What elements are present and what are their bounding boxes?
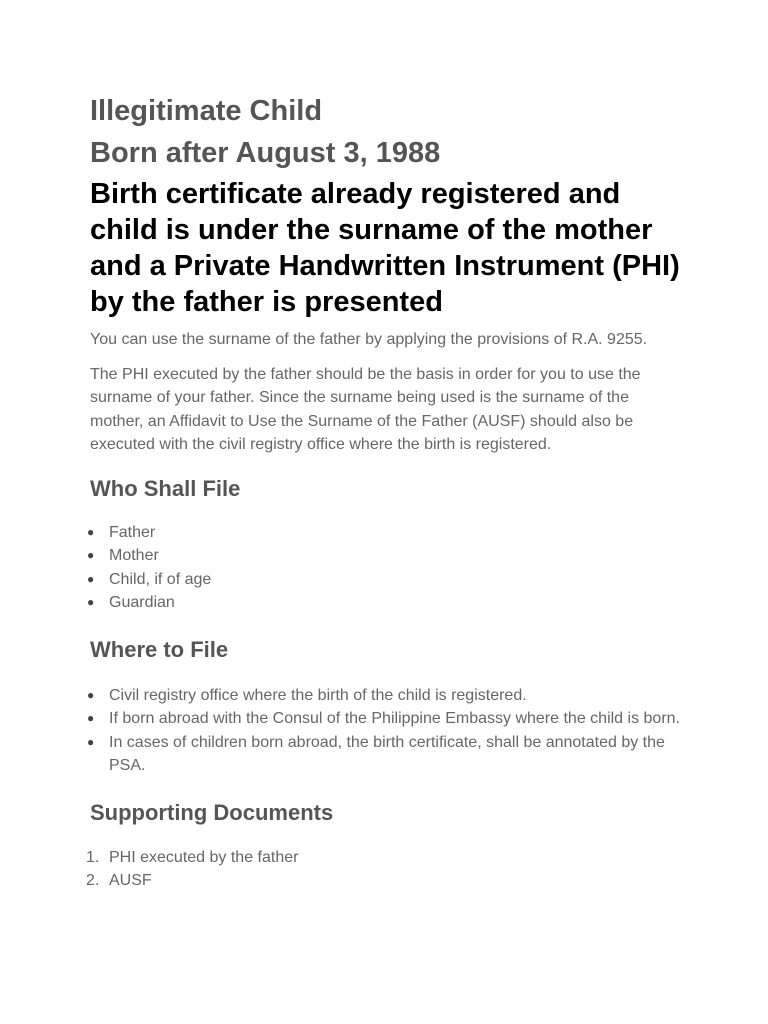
where-to-file-list — [87, 684, 680, 778]
list-item-text: PHI executed by the father — [109, 848, 299, 866]
list-item — [87, 707, 680, 731]
list-item — [87, 521, 680, 545]
list-item-text: Mother — [109, 547, 159, 564]
who-shall-file-heading: Who Shall File — [90, 475, 241, 501]
list-item-text: If born abroad with the Consul of the Philippine Embassy where the child is born. — [109, 710, 680, 727]
bullet-icon: ● — [87, 687, 95, 702]
list-item — [86, 846, 680, 870]
section-main-heading: Birth certificate already registered and child is under the surname of the mother and a Private Handwritten Instrument (PHI) by the father is presented — [90, 178, 680, 318]
list-item-text: AUSF — [109, 872, 152, 889]
page-title: Illegitimate Child — [90, 95, 323, 127]
list-number: 2. — [86, 872, 100, 889]
list-item-text: Civil registry office where the birth of the child is registered. — [109, 686, 527, 704]
supporting-documents-heading: Supporting Documents — [90, 799, 334, 825]
bullet-icon: ● — [87, 595, 95, 609]
list-item-text: Guardian — [109, 594, 175, 611]
list-item-text: Father — [109, 523, 156, 541]
where-to-file-heading: Where to File — [90, 636, 229, 662]
bullet-icon: ● — [87, 548, 95, 562]
list-number: 1. — [86, 848, 100, 866]
list-item — [86, 869, 680, 893]
document-page — [86, 90, 680, 893]
intro-paragraph-2: The PHI executed by the father should be the basis in order for you to use the surname of your father. Since the surname being used is the surname of the mother, an Affidavit to Use the Surname of the Father (AUSF) should also be executed with the civil registry office where the birth is registered. — [90, 365, 641, 453]
list-item — [87, 544, 680, 568]
list-item — [87, 568, 680, 592]
intro-paragraph-1: You can use the surname of the father by applying the provisions of R.A. 9255. — [90, 331, 648, 348]
list-item — [87, 591, 680, 615]
page-subtitle: Born after August 3, 1988 — [90, 137, 441, 169]
bullet-icon: ● — [87, 711, 95, 725]
supporting-documents-list — [86, 846, 680, 893]
list-item-text: Child, if of age — [109, 570, 212, 588]
who-shall-file-list — [87, 521, 680, 615]
bullet-icon: ● — [87, 524, 95, 539]
list-item — [87, 684, 680, 708]
bullet-icon: ● — [87, 571, 95, 586]
bullet-icon: ● — [87, 734, 95, 749]
list-item — [87, 731, 680, 778]
list-item-text: In cases of children born abroad, the birth certificate, shall be annotated by the PSA. — [109, 733, 665, 774]
